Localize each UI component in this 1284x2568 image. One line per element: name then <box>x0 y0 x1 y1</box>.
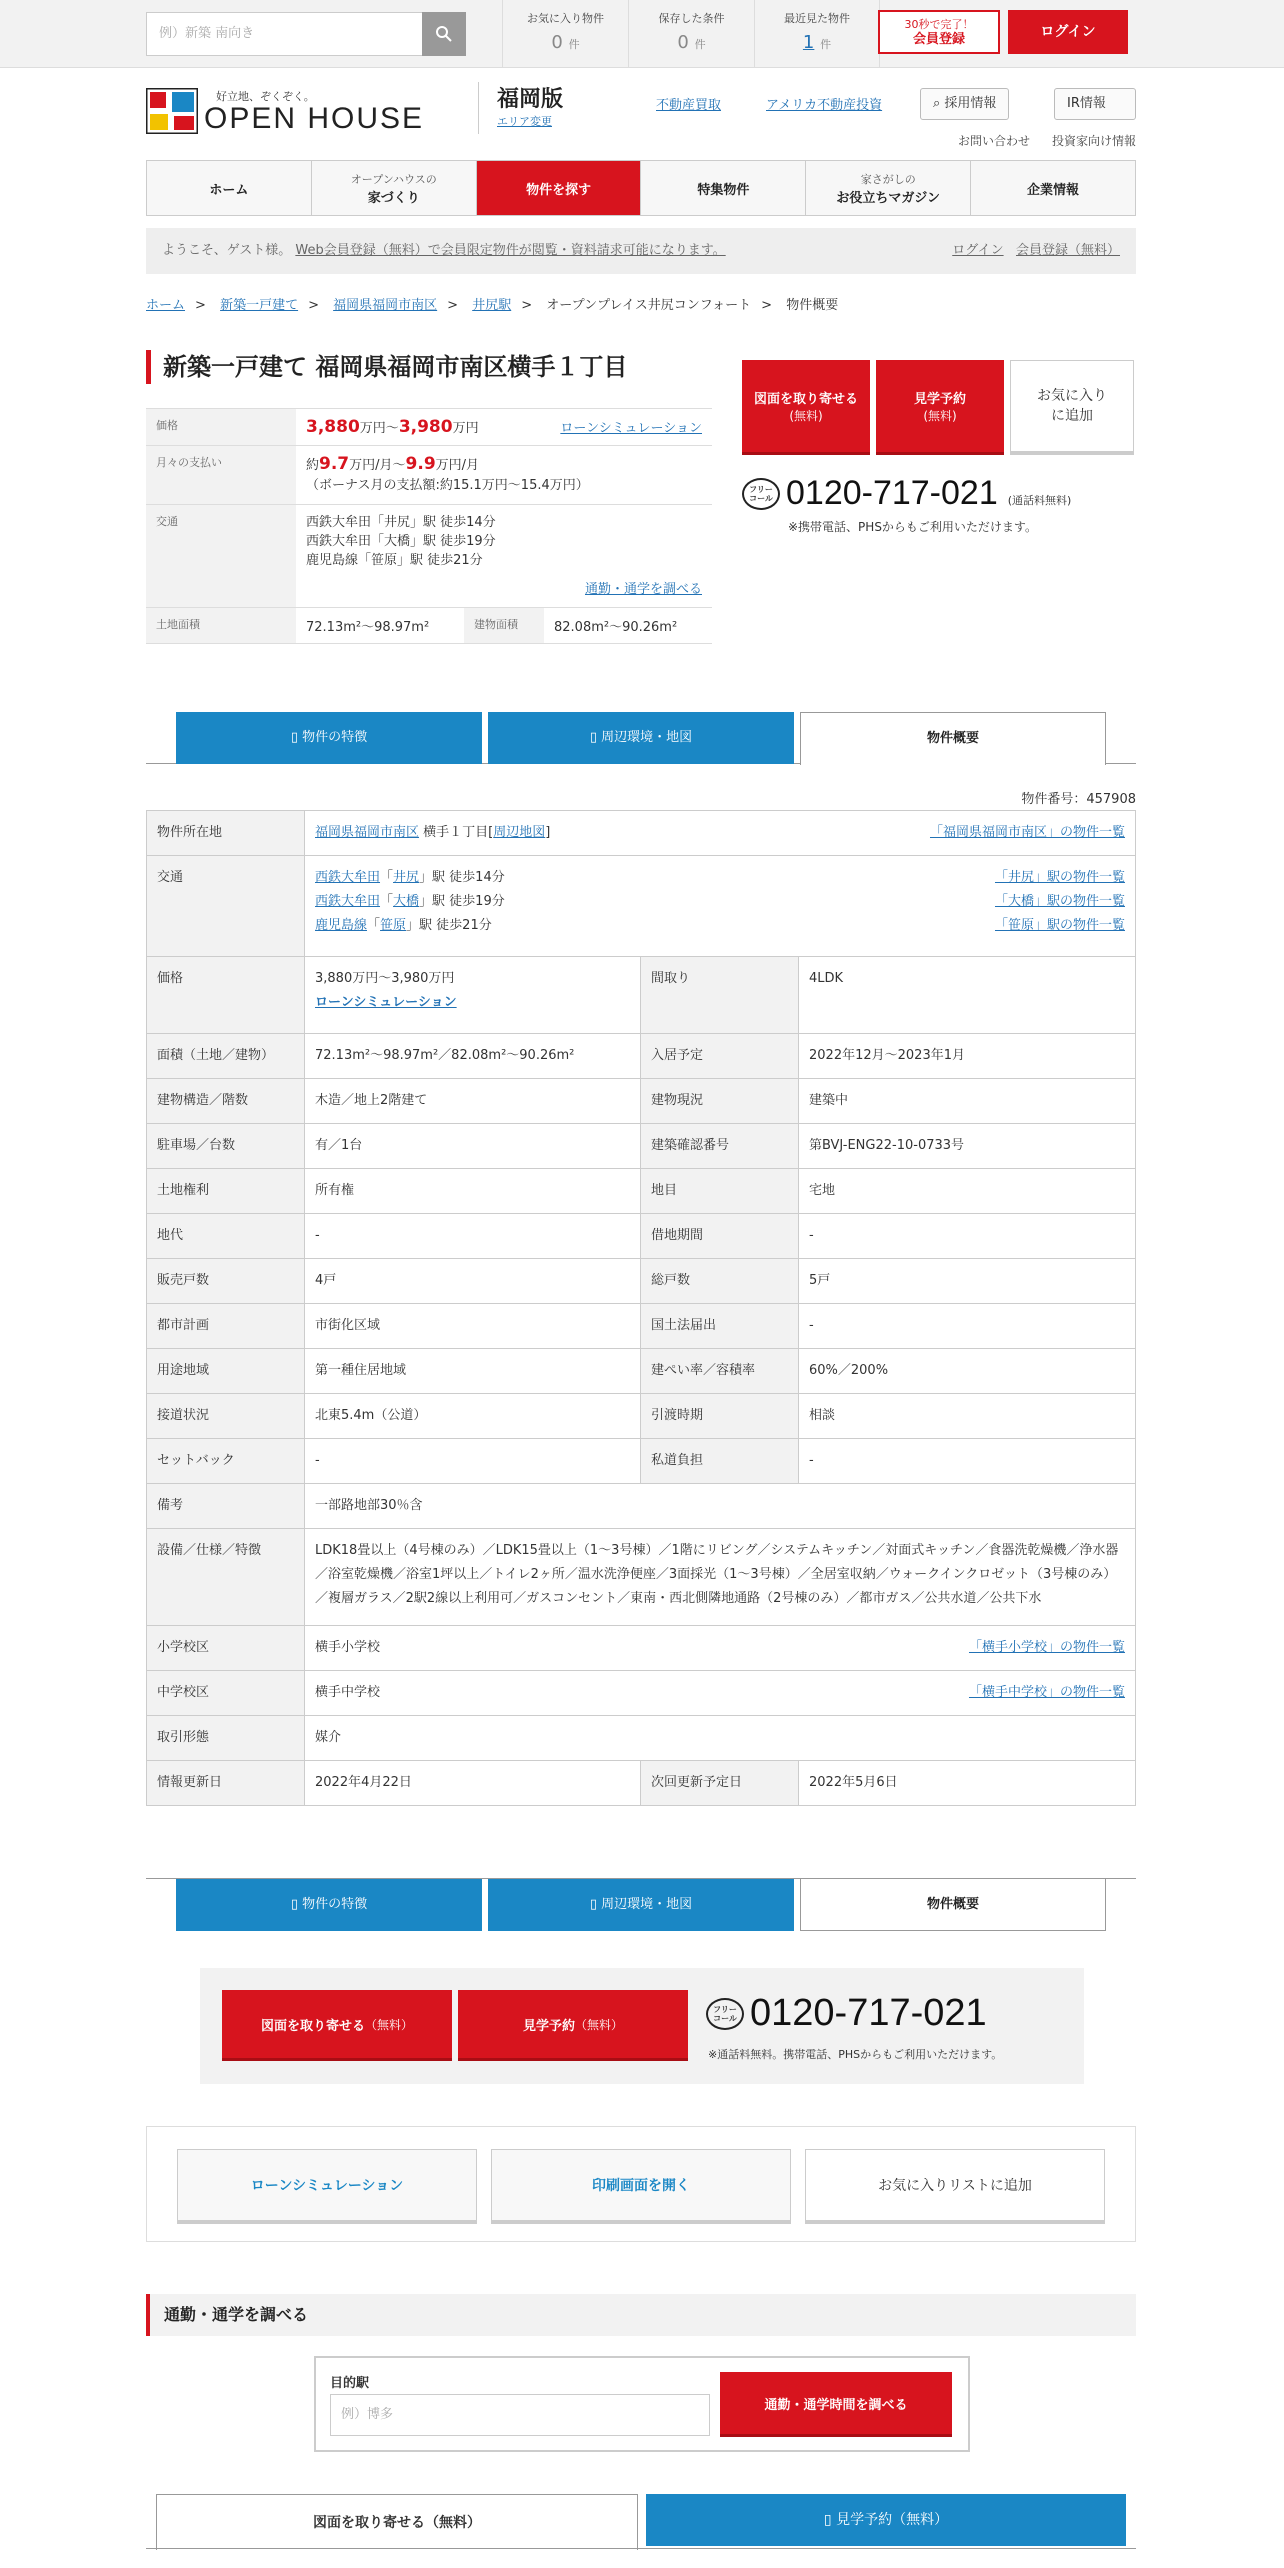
price-value: 3,880万円～3,980万円 <box>315 971 455 986</box>
nav-magazine[interactable] <box>806 161 971 215</box>
detail-header: 総戸数 <box>641 1259 799 1304</box>
detail-header: 借地期間 <box>641 1214 799 1259</box>
detail-value: 宅地 <box>799 1169 1136 1214</box>
phone-number: 0120-717-021 <box>750 1992 987 2034</box>
detail-rows <box>147 1034 1136 1484</box>
detail-value: 相談 <box>799 1394 1136 1439</box>
destination-input[interactable]: 例）博多 <box>330 2394 710 2436</box>
note-header: 備考 <box>147 1484 305 1529</box>
contact-link[interactable]: お問い合わせ <box>958 134 1031 148</box>
walk-time: 」駅 徒歩14分 <box>419 870 505 885</box>
saved-count: 0 <box>677 32 689 53</box>
bottom-tab-plan[interactable]: 図面を取り寄せる（無料） <box>156 2494 638 2550</box>
monthly-min: 9.7 <box>319 454 350 474</box>
freecall-text: フリー コール <box>713 2004 737 2023</box>
loan-simulation-link[interactable]: ローンシミュレーション <box>560 421 702 436</box>
commute-search-button[interactable]: 通勤・通学時間を調べる <box>720 2372 952 2434</box>
unit: 件 <box>694 38 706 51</box>
tab-label: 周辺環境・地図 <box>601 1897 693 1912</box>
nav-company[interactable] <box>971 161 1135 215</box>
phone-note2: ※携帯電話、PHSからもご利用いただけます。 <box>788 520 1037 534</box>
visit-reservation-button[interactable] <box>876 360 1004 452</box>
saved-conditions-counter[interactable] <box>628 0 754 68</box>
line-link[interactable]: 西鉄大牟田 <box>315 870 381 885</box>
station-link[interactable]: 大橋 <box>393 894 420 909</box>
detail-row <box>147 1439 1136 1484</box>
price-header: 価格 <box>147 957 305 1034</box>
detail-value: - <box>799 1214 1136 1259</box>
search-button[interactable] <box>422 12 466 56</box>
favorites-count: 0 <box>551 32 563 53</box>
detail-value: - <box>799 1439 1136 1484</box>
breadcrumb-station[interactable]: 井尻駅 <box>472 298 512 313</box>
detail-header: 私道負担 <box>641 1439 799 1484</box>
page-title: 新築一戸建て 福岡県福岡市南区横手１丁目 <box>146 350 627 384</box>
note-value: 一部路地部30％含 <box>305 1484 1136 1529</box>
favorites-counter[interactable] <box>502 0 628 68</box>
monthly-prefix: 約 <box>306 458 320 473</box>
logo-text: OPEN HOUSE <box>204 102 425 135</box>
station-listing-link[interactable]: 「大橋」駅の物件一覧 <box>994 894 1125 909</box>
search-icon: ⌕ <box>933 96 945 111</box>
price-unit: 万円 <box>359 421 386 436</box>
surrounding-map-link[interactable]: 周辺地図 <box>493 825 546 840</box>
detail-row <box>147 1394 1136 1439</box>
detail-value: 市街化区域 <box>305 1304 641 1349</box>
junior-value: 横手中学校 <box>315 1685 381 1700</box>
detail-row <box>147 1349 1136 1394</box>
property-number: 物件番号：457908 <box>1021 792 1136 807</box>
tab-map[interactable] <box>488 1879 794 1931</box>
tab-label: 物件の特徴 <box>302 730 368 745</box>
welcome-register-link[interactable]: 会員登録（無料） <box>1015 243 1120 258</box>
tab-overview[interactable]: 物件概要 <box>800 1879 1106 1931</box>
phone-note: ※通話料無料。携帯電話、PHSからもご利用いただけます。 <box>708 2048 1003 2061</box>
junior-header: 中学校区 <box>147 1671 305 1716</box>
detail-header: 販売戸数 <box>147 1259 305 1304</box>
recruit-button[interactable] <box>920 88 1009 120</box>
detail-header: 面積（土地／建物） <box>147 1034 305 1079</box>
detail-header: 国土法届出 <box>641 1304 799 1349</box>
elementary-value: 横手小学校 <box>315 1640 381 1655</box>
location-header: 物件所在地 <box>147 811 305 856</box>
location-text: 横手１丁目[ <box>419 825 494 840</box>
detail-value: 5戸 <box>799 1259 1136 1304</box>
tab-label: 見学予約（無料） <box>836 2512 949 2528</box>
search-icon <box>435 25 453 43</box>
nav-sub: オープンハウスの <box>350 172 437 186</box>
fav-label: お気に入り に追加 <box>1037 388 1107 424</box>
detail-value: 60%／200% <box>799 1349 1136 1394</box>
layout-value: 4LDK <box>799 957 1136 1034</box>
tab-icon: ▯ <box>290 730 303 745</box>
detail-value: 所有権 <box>305 1169 641 1214</box>
tab-overview[interactable]: 物件概要 <box>800 712 1106 765</box>
welcome-login-link[interactable]: ログイン <box>952 243 1004 258</box>
traffic-row: 西鉄大牟田「井尻」駅 徒歩14分 「井尻」駅の物件一覧 <box>315 866 1125 890</box>
updated-header: 情報更新日 <box>147 1761 305 1806</box>
cta-sub: （無料） <box>575 2017 624 2032</box>
unit: 件 <box>820 38 832 51</box>
access-line: 西鉄大牟田「井尻」駅 徒歩14分 <box>306 515 496 530</box>
link-us-investment[interactable]: アメリカ不動産投資 <box>766 98 883 113</box>
building-header: 建物面積 <box>464 608 544 644</box>
request-plan-button[interactable] <box>742 360 870 452</box>
detail-header: 地代 <box>147 1214 305 1259</box>
search-input[interactable]: 例）新築 南向き <box>146 12 466 56</box>
cta-sub: (無料) <box>923 409 957 423</box>
detail-table <box>146 810 1136 1806</box>
nav-label: お役立ちマガジン <box>836 190 941 206</box>
monthly-header: 月々の支払い <box>146 446 296 505</box>
access-line: 西鉄大牟田「大橋」駅 徒歩19分 <box>306 534 496 549</box>
tab-icon: ▯ <box>290 1897 303 1912</box>
monthly-unit: 万円/月 <box>349 458 393 473</box>
updated-value: 2022年4月22日 <box>305 1761 641 1806</box>
nav-sub: 家さがしの <box>860 172 916 186</box>
price-header: 価格 <box>146 409 296 446</box>
land-header: 土地面積 <box>146 608 296 644</box>
commute-form <box>314 2356 970 2452</box>
detail-header: 用途地域 <box>147 1349 305 1394</box>
building-area: 82.08m²～90.26m² <box>544 608 712 644</box>
price-unit: 万円 <box>452 421 479 436</box>
detail-value: - <box>305 1214 641 1259</box>
tab-icon: ▯ <box>589 730 602 745</box>
nav-house-building[interactable] <box>312 161 477 215</box>
detail-value: 4戸 <box>305 1259 641 1304</box>
location-area-link[interactable]: 福岡県福岡市南区 <box>315 825 420 840</box>
elementary-listing-link[interactable]: 「横手小学校」の物件一覧 <box>968 1640 1125 1655</box>
welcome-text: ようこそ、ゲスト様。 <box>162 243 292 258</box>
detail-row <box>147 1124 1136 1169</box>
nav-label: 物件を探す <box>526 182 592 198</box>
divider <box>146 2548 1136 2549</box>
detail-header: 建ぺい率／容積率 <box>641 1349 799 1394</box>
station-listing-link[interactable]: 「笹原」駅の物件一覧 <box>994 918 1125 933</box>
detail-value: 木造／地上2階建て <box>305 1079 641 1124</box>
nav-search-property[interactable] <box>477 161 642 215</box>
saved-label: 保存した条件 <box>658 12 725 25</box>
bottom-tab-visit[interactable] <box>646 2494 1126 2546</box>
station-link[interactable]: 井尻 <box>393 870 420 885</box>
cta-sub: （無料） <box>365 2017 414 2032</box>
walk-time: 」駅 徒歩21分 <box>406 918 492 933</box>
freecall-icon <box>706 1998 744 2030</box>
favorites-label: お気に入り物件 <box>527 12 604 25</box>
investor-link[interactable]: 投資家向け情報 <box>1052 134 1137 148</box>
register-sub: 30秒で完了！ <box>904 18 974 31</box>
nav-label: 家づくり <box>367 190 420 206</box>
line-link[interactable]: 鹿児島線 <box>315 918 368 933</box>
deal-header: 取引形態 <box>147 1716 305 1761</box>
price-max: 3,980 <box>398 417 453 437</box>
recent-counter[interactable] <box>754 0 880 68</box>
detail-header: 建物現況 <box>641 1079 799 1124</box>
station-link[interactable]: 笹原 <box>380 918 407 933</box>
register-label: 会員登録 <box>912 32 965 47</box>
request-plan-button[interactable] <box>222 1990 452 2058</box>
traffic-header: 交通 <box>147 856 305 957</box>
detail-header: 建物構造／階数 <box>147 1079 305 1124</box>
detail-header: 引渡時期 <box>641 1394 799 1439</box>
location-end: ] <box>545 825 551 840</box>
commute-heading: 通勤・通学を調べる <box>146 2294 1136 2336</box>
tab-row-bottom <box>146 1878 1136 1930</box>
region-block <box>478 82 563 134</box>
detail-header: 地目 <box>641 1169 799 1214</box>
equipment-value: LDK18畳以上（4号棟のみ）／LDK15畳以上（1～3号棟）／1階にリビング／システムキッチン／対面式キッチン／食器洗乾燥機／浄水器／浴室乾燥機／浴室1坪以上／トイレ2ヶ所／温水洗浄便座／3面採光（1～3号棟）／全居室収納／ウォークインクロゼット（3号棟のみ）／複層ガラス／2駅2線以上利用可／ガスコンセント／東南・西北側隣地通路（2号棟のみ）／都市ガス／公共水道／公共下水 <box>305 1529 1136 1626</box>
detail-row <box>147 1169 1136 1214</box>
loan-simulation-link[interactable]: ローンシミュレーション <box>315 995 457 1010</box>
bonus-payment: （ボーナス月の支払額:約15.1万円～15.4万円） <box>306 478 589 493</box>
junior-listing-link[interactable]: 「横手中学校」の物件一覧 <box>968 1685 1125 1700</box>
access-line: 鹿児島線「笹原」駅 徒歩21分 <box>306 553 483 568</box>
add-favorite-list-button[interactable]: お気に入りリストに追加 <box>805 2149 1105 2221</box>
cta-label: 見学予約 <box>522 2018 575 2034</box>
detail-value: 第一種住居地域 <box>305 1349 641 1394</box>
detail-value: 有／1台 <box>305 1124 641 1169</box>
detail-row <box>147 1079 1136 1124</box>
tab-row-top <box>146 712 1136 764</box>
detail-row <box>147 1034 1136 1079</box>
recruit-label: 採用情報 <box>944 96 997 111</box>
detail-row <box>147 1214 1136 1259</box>
traffic-row: 西鉄大牟田「大橋」駅 徒歩19分 「大橋」駅の物件一覧 <box>315 890 1125 914</box>
recent-count[interactable]: 1 <box>802 32 815 53</box>
tab-label: 周辺環境・地図 <box>601 730 693 745</box>
cta-box <box>200 1968 1084 2084</box>
destination-label: 目的駅 <box>330 2376 370 2391</box>
traffic-row: 鹿児島線「笹原」駅 徒歩21分 「笹原」駅の物件一覧 <box>315 914 1125 938</box>
phone-block <box>706 1992 987 2035</box>
nav-featured[interactable] <box>641 161 806 215</box>
detail-value: 建築中 <box>799 1079 1136 1124</box>
breadcrumb-current: 物件概要 <box>786 298 839 313</box>
ir-button[interactable]: IR情報 <box>1054 88 1136 120</box>
detail-header: 建築確認番号 <box>641 1124 799 1169</box>
welcome-bar <box>146 228 1136 274</box>
breadcrumb-area[interactable]: 福岡県福岡市南区 <box>333 298 438 313</box>
tools-box <box>146 2126 1136 2242</box>
nav-label: 企業情報 <box>1027 182 1080 198</box>
nav-home[interactable] <box>147 161 312 215</box>
cta-label: 図面を取り寄せる <box>753 392 858 407</box>
monthly-max: 9.9 <box>405 454 436 474</box>
detail-header: 入居予定 <box>641 1034 799 1079</box>
deal-value: 媒介 <box>305 1716 1136 1761</box>
logo-mark-icon <box>146 88 198 134</box>
detail-value: 2022年12月～2023年1月 <box>799 1034 1136 1079</box>
commute-link[interactable]: 通勤・通学を調べる <box>584 582 702 597</box>
unit: 件 <box>568 38 580 51</box>
detail-header: 都市計画 <box>147 1304 305 1349</box>
area-listing-link[interactable]: 「福岡県福岡市南区」の物件一覧 <box>929 825 1125 840</box>
login-button[interactable]: ログイン <box>1008 10 1128 54</box>
detail-row <box>147 1259 1136 1304</box>
loan-simulation-button[interactable]: ローンシミュレーション <box>177 2149 477 2221</box>
logo-tagline: 好立地、ぞくぞく。 <box>216 90 315 103</box>
add-favorite-button[interactable] <box>1010 360 1134 452</box>
breadcrumb-home[interactable]: ホーム <box>146 298 186 313</box>
detail-value: 72.13m²～98.97m²／82.08m²～90.26m² <box>305 1034 641 1079</box>
logo[interactable] <box>146 88 198 138</box>
summary-table: 価格 3,880万円～3,980万円 ローンシミュレーション 月々の支払い 約9.7万円/月～9.9万円/月 （ボーナス月の支払額:約15.1万円～15.4万円） 交通 西鉄大牟田「井尻」駅 徒歩14分 西鉄大牟田「大橋」駅 徒歩19分 鹿児島線「笹原」駅 徒歩21分 通勤・通学を調べる 土地面積 72.13m²～98.97m² 建物面積 82.08m²～90.26m² <box>146 408 712 644</box>
visit-reservation-button[interactable] <box>458 1990 688 2058</box>
global-nav <box>146 160 1136 216</box>
tab-icon: ▯ <box>823 2512 837 2528</box>
freecall-text: フリー コール <box>749 484 773 503</box>
price-min: 3,880 <box>306 417 360 437</box>
recent-label: 最近見た物件 <box>784 12 850 25</box>
station-listing-link[interactable]: 「井尻」駅の物件一覧 <box>994 870 1125 885</box>
phone-number: 0120-717-021 <box>786 474 998 512</box>
breadcrumb: ホーム > 新築一戸建て > 福岡県福岡市南区 > 井尻駅 > オープンプレイス井尻コンフォート > 物件概要 <box>146 298 839 313</box>
walk-time: 」駅 徒歩19分 <box>419 894 505 909</box>
land-area: 72.13m²～98.97m² <box>296 608 464 644</box>
link-buyback[interactable]: 不動産買取 <box>656 98 722 113</box>
tab-features[interactable] <box>176 712 482 764</box>
register-button[interactable] <box>878 10 1000 54</box>
phone-note: (通話料無料) <box>1007 493 1072 507</box>
line-link[interactable]: 西鉄大牟田 <box>315 894 381 909</box>
next-update-header: 次回更新予定日 <box>641 1761 799 1806</box>
breadcrumb-property: オープンプレイス井尻コンフォート <box>546 298 752 313</box>
equipment-header: 設備／仕様／特徴 <box>147 1529 305 1626</box>
nav-label: ホーム <box>209 182 249 198</box>
detail-header: セットバック <box>147 1439 305 1484</box>
member-register-link[interactable]: Web会員登録（無料）で会員限定物件が閲覧・資料請求可能になります。 <box>295 243 726 258</box>
detail-value: 第BVJ-ENG22-10-0733号 <box>799 1124 1136 1169</box>
access-header: 交通 <box>146 505 296 608</box>
freecall-icon <box>742 478 780 510</box>
cta-label: 見学予約 <box>913 392 966 407</box>
phone-block <box>742 474 1071 513</box>
tab-label: 物件の特徴 <box>302 1897 368 1912</box>
tab-features[interactable] <box>176 1879 482 1931</box>
region-name: 福岡版 <box>497 87 564 112</box>
detail-row <box>147 1304 1136 1349</box>
nav-label: 特集物件 <box>697 182 750 198</box>
detail-value: - <box>799 1304 1136 1349</box>
tab-icon: ▯ <box>589 1897 602 1912</box>
monthly-unit: 万円/月 <box>435 458 480 473</box>
breadcrumb-new-house[interactable]: 新築一戸建て <box>220 298 299 313</box>
next-update-value: 2022年5月6日 <box>799 1761 1136 1806</box>
detail-value: 北東5.4m（公道） <box>305 1394 641 1439</box>
elementary-header: 小学校区 <box>147 1626 305 1671</box>
region-change-link[interactable]: エリア変更 <box>497 115 552 128</box>
cta-label: 図面を取り寄せる <box>260 2018 365 2034</box>
layout-header: 間取り <box>641 957 799 1034</box>
print-button[interactable]: 印刷画面を開く <box>491 2149 791 2221</box>
detail-value: - <box>305 1439 641 1484</box>
detail-header: 土地権利 <box>147 1169 305 1214</box>
tab-map[interactable] <box>488 712 794 764</box>
detail-header: 駐車場／台数 <box>147 1124 305 1169</box>
cta-sub: (無料) <box>789 409 823 423</box>
detail-header: 接道状況 <box>147 1394 305 1439</box>
